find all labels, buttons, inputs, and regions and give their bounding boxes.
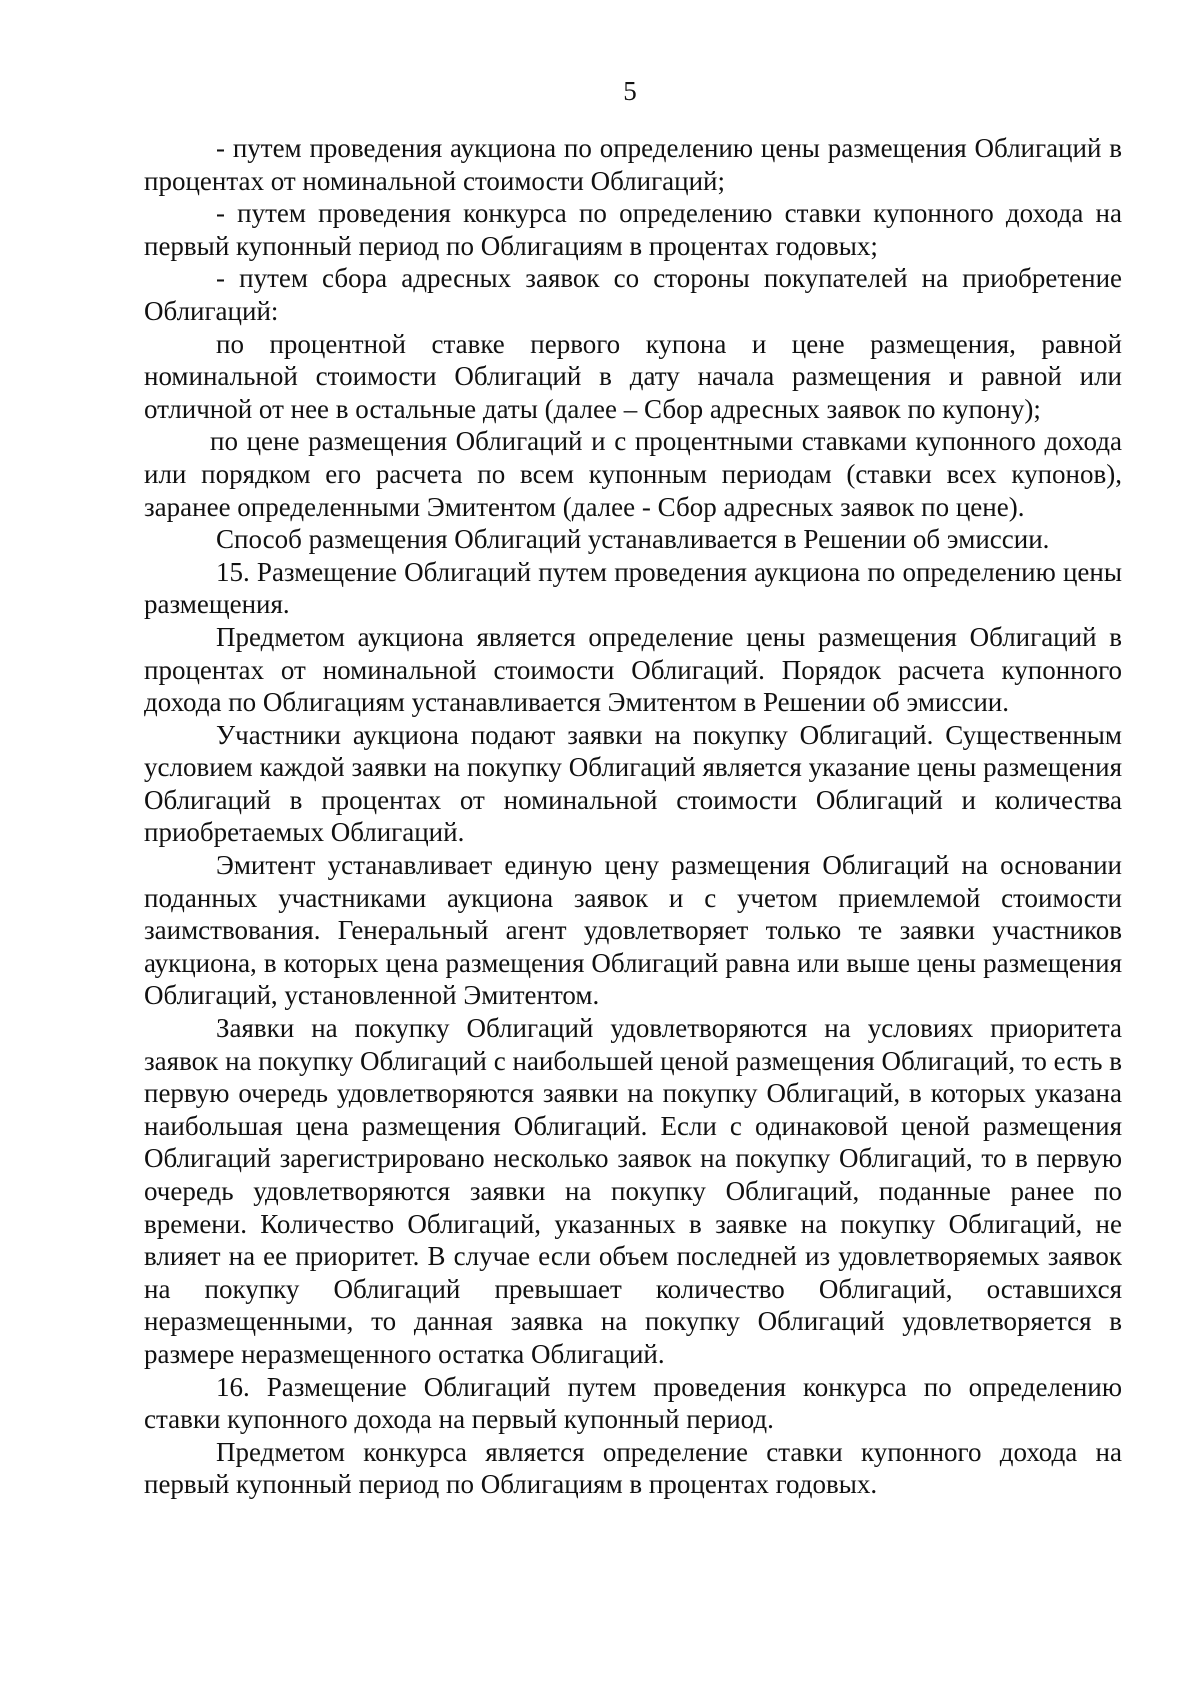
- paragraph-issuer-price: Эмитент устанавливает единую цену размещения Облигаций на основании поданных участниками аукциона заявок и с учетом приемлемой стоимости заимствования. Генеральный агент удовлетворяет только те заявки участников аукциона, в которых цена размещения Облигаций равна или выше цены размещения Облигаций, установленной Эмитентом.: [144, 850, 1122, 1011]
- paragraph-bookbuilding-method: - путем сбора адресных заявок со стороны покупателей на приобретение Облигаций:: [144, 263, 1122, 326]
- paragraph-placement-method-note: Способ размещения Облигаций устанавливается в Решении об эмиссии.: [216, 524, 1050, 555]
- paragraph-bookbuilding-by-coupon: по процентной ставке первого купона и цене размещения, равной номинальной стоимости Облигаций в дату начала размещения и равной или отличной от нее в остальные даты (далее – Сбор адресных заявок по купону);: [144, 328, 1122, 424]
- paragraph-auction-subject: Предметом аукциона является определение цены размещения Облигаций в процентах от номинальной стоимости Облигаций. Порядок расчета купонного дохода по Облигациям устанавливается Эмитентом в Решении об эмиссии.: [144, 621, 1122, 718]
- paragraph-contest-method: - путем проведения конкурса по определению ставки купонного дохода на первый купонный период по Облигациям в процентах годовых;: [144, 198, 1122, 261]
- document-body: [144, 132, 1122, 1501]
- paragraph-bookbuilding-by-price: по цене размещения Облигаций и с процентными ставками купонного дохода или порядком его расчета по всем купонным периодам (ставки всех купонов), заранее определенными Эмитентом (далее - Сбор адресных заявок по цене).: [144, 426, 1122, 522]
- paragraph-auction-method: - путем проведения аукциона по определению цены размещения Облигаций в процентах от номинальной стоимости Облигаций;: [144, 133, 1122, 196]
- paragraph-section-15-heading: 15. Размещение Облигаций путем проведения аукциона по определению цены размещения.: [144, 556, 1122, 620]
- paragraph-section-16-heading: 16. Размещение Облигаций путем проведения конкурса по определению ставки купонного дохода на первый купонный период.: [144, 1371, 1122, 1435]
- paragraph-contest-subject: Предметом конкурса является определение ставки купонного дохода на первый купонный период по Облигациям в процентах годовых.: [144, 1436, 1122, 1500]
- page-number: 5: [623, 76, 637, 106]
- paragraph-bid-priority: Заявки на покупку Облигаций удовлетворяются на условиях приоритета заявок на покупку Облигаций с наибольшей ценой размещения Облигаций, то есть в первую очередь удовлетворяются заявки на покупку Облигаций, в которых указана наибольшая цена размещения Облигаций. Если с одинаковой ценой размещения Облигаций зарегистрировано несколько заявок на покупку Облигаций, то в первую очередь удовлетворяются заявки на покупку Облигаций, поданные ранее по времени. Количество Облигаций, указанных в заявке на покупку Облигаций, не влияет на ее приоритет. В случае если объем последней из удовлетворяемых заявок на покупку Облигаций превышает количество Облигаций, оставшихся неразмещенными, то данная заявка на покупку Облигаций удовлетворяется в размере неразмещенного остатка Облигаций.: [144, 1013, 1122, 1369]
- paragraph-auction-participants: Участники аукциона подают заявки на покупку Облигаций. Существенным условием каждой заявки на покупку Облигаций является указание цены размещения Облигаций в процентах от номинальной стоимости Облигаций и количества приобретаемых Облигаций.: [144, 719, 1122, 848]
